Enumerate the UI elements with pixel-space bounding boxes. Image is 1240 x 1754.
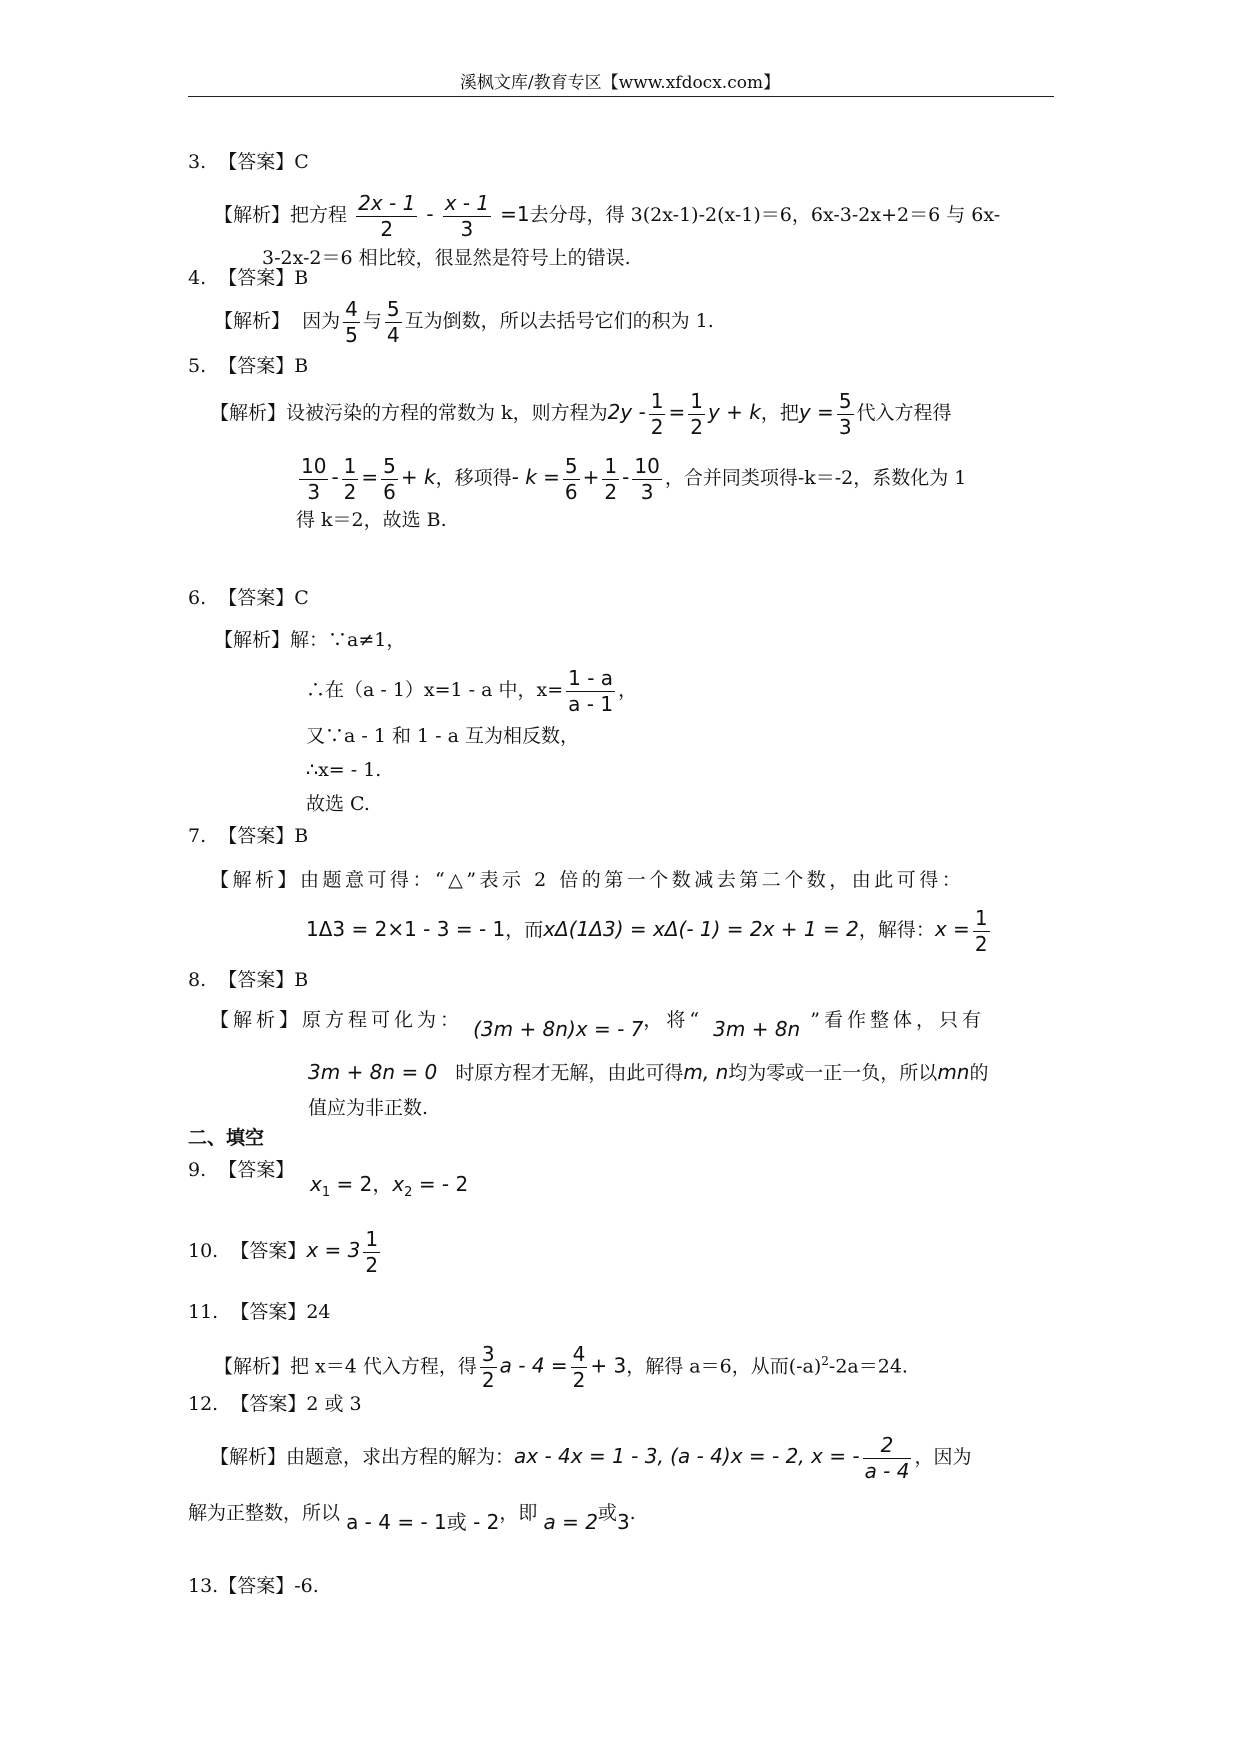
q11-b-num: 4 xyxy=(572,1341,586,1366)
q5-frac-half-3 xyxy=(342,454,359,505)
q6-fraction xyxy=(566,666,615,717)
q3-text-3: 3-2x-2＝6 相比较，很显然是符号上的错误. xyxy=(262,247,631,269)
q5-frac-ten-thirds xyxy=(299,454,328,505)
q5-y-den: 3 xyxy=(838,414,852,439)
q10-answer xyxy=(188,1222,383,1278)
q3-answer xyxy=(188,148,309,176)
q5-s-den: 6 xyxy=(383,479,396,504)
q6-line-3: 又∵a - 1 和 1 - a 互为相反数， xyxy=(306,725,579,747)
q10-frac-num: 1 xyxy=(365,1226,379,1251)
q12-fraction xyxy=(863,1433,912,1484)
q11-superscript: 2 xyxy=(821,1354,829,1368)
q12-answer-label: 【答案】 xyxy=(230,1393,307,1415)
q8-text-7: 值应为非正数. xyxy=(308,1097,429,1119)
q5-eq-2: = xyxy=(668,400,686,424)
q12-math-2: a - 4 = - 1或 - 2 xyxy=(346,1510,500,1534)
q5-expl-label: 【解析】 xyxy=(210,402,287,424)
q5-frac-five-sixths-2 xyxy=(563,454,580,505)
q12-text-4: ，即 xyxy=(499,1502,538,1524)
q9-eq-2: = - 2 xyxy=(418,1172,469,1196)
q8-text-3: ”看作整体，只有 xyxy=(810,1009,985,1031)
q12-number: 12. xyxy=(188,1393,219,1415)
q5-half-num: 1 xyxy=(650,388,664,413)
q7-frac-num: 1 xyxy=(974,905,988,930)
q3-frac1-den: 2 xyxy=(380,216,394,241)
q3-fraction-2 xyxy=(443,191,492,242)
q11-b-den: 2 xyxy=(572,1367,586,1392)
q5-s2-num: 5 xyxy=(564,453,578,478)
q5-frac-five-sixths xyxy=(381,454,398,505)
q10-number: 10. xyxy=(188,1240,219,1262)
q5-half2-den: 2 xyxy=(690,414,703,439)
q4-fa-num: 4 xyxy=(345,296,358,321)
q7-math-3: x = xyxy=(934,917,970,941)
q5-frac-ten-thirds-2 xyxy=(632,454,661,505)
q6-number: 6. xyxy=(188,587,207,609)
q12-text-6: . xyxy=(629,1502,636,1524)
q12-math-4: 3 xyxy=(616,1510,630,1534)
q8-text-4: 时原方程才无解，由此可得 xyxy=(455,1062,684,1084)
q7-answer-label: 【答案】 xyxy=(218,825,295,847)
q11-answer-label: 【答案】 xyxy=(230,1301,307,1323)
q4-fraction-a xyxy=(343,297,360,348)
q10-fraction xyxy=(363,1227,380,1278)
q5-text-3: 代入方程得 xyxy=(856,402,952,424)
q7-number: 7. xyxy=(188,825,207,847)
q12-math-1: ax - 4x = 1 - 3, (a - 4)x = - 2, x = - xyxy=(514,1444,860,1468)
q7-expl-label: 【解析】 xyxy=(210,869,301,891)
q8-number: 8. xyxy=(188,969,207,991)
q12-text-5: 或 xyxy=(597,1502,617,1524)
q10-frac-den: 2 xyxy=(365,1252,379,1277)
q11-a-num: 3 xyxy=(481,1341,495,1366)
q4-answer-value: B xyxy=(294,267,309,289)
q9-answer-label: 【答案】 xyxy=(218,1159,295,1181)
q8-math-5: mn xyxy=(937,1060,970,1084)
q8-math-2: 3m + 8n xyxy=(713,1017,801,1041)
q5-eq-5: = xyxy=(361,465,379,489)
q5-g2-num: 10 xyxy=(634,453,660,478)
section-title-fill-blank: 二、填空 xyxy=(188,1127,265,1149)
q4-text-2: 与 xyxy=(362,310,382,332)
q10-answer-label: 【答案】 xyxy=(230,1240,307,1262)
q11-a-den: 2 xyxy=(481,1367,495,1392)
q5-half3-num: 1 xyxy=(343,453,357,478)
q3-explanation xyxy=(214,180,1000,248)
q6-expl-label: 【解析】 xyxy=(214,629,291,651)
q3-answer-label: 【答案】 xyxy=(218,151,295,173)
q7-line-1: 由题意可得：“△”表示 2 倍的第一个数减去第二个数，由此可得： xyxy=(300,869,965,891)
q7-expl-line2 xyxy=(306,898,993,960)
q11-answer-value: 24 xyxy=(306,1301,331,1323)
q8-expl-line1 xyxy=(210,1000,985,1040)
q5-eq-8: + xyxy=(582,465,600,489)
q3-frac1-num: 2x - 1 xyxy=(358,190,416,215)
q7-frac-den: 2 xyxy=(974,931,988,956)
q7-math-2: xΔ(1Δ3) = xΔ(- 1) = 2x + 1 = 2 xyxy=(543,917,859,941)
q6-line-5: 故选 C. xyxy=(306,793,370,815)
q6-expl-line1 xyxy=(214,626,405,654)
q5-eq-4: y = xyxy=(798,400,834,424)
q6-frac-num: 1 - a xyxy=(568,665,614,690)
q8-text-5: 均为零或一正一负，所以 xyxy=(728,1062,938,1084)
q6-answer xyxy=(188,584,309,612)
q11-text-2: ，解得 a＝6，从而(-a) xyxy=(626,1355,822,1378)
q5-frac-half-4 xyxy=(602,454,619,505)
q4-fa-den: 5 xyxy=(345,322,358,347)
q6-line-2-end: ， xyxy=(618,679,638,701)
q13-answer-label: 【答案】 xyxy=(218,1575,295,1597)
q5-half-den: 2 xyxy=(650,414,664,439)
q4-answer-label: 【答案】 xyxy=(218,267,295,289)
q4-text-3: 互为倒数，所以去括号它们的积为 1. xyxy=(404,310,714,332)
q12-math-3: a = 2 xyxy=(543,1510,598,1534)
q12-expl-line2 xyxy=(188,1488,636,1538)
q8-math-1: (3m + 8n)x = - 7 xyxy=(473,1017,644,1041)
q4-expl-label: 【解析】 xyxy=(214,310,291,332)
q9-answer-math xyxy=(310,1170,468,1207)
q8-expl-label: 【解析】 xyxy=(210,1009,303,1031)
q5-frac-half xyxy=(649,389,666,440)
q8-answer-label: 【答案】 xyxy=(218,969,295,991)
q12-expl-line1 xyxy=(210,1424,972,1488)
q9-eq-1: = 2， xyxy=(336,1172,393,1196)
q9-number: 9. xyxy=(188,1159,207,1181)
q9-answer xyxy=(188,1156,294,1184)
q5-answer-value: B xyxy=(294,355,309,377)
q7-text-2: ，解得： xyxy=(858,919,935,941)
q11-math-1: a - 4 = xyxy=(499,1353,568,1378)
q5-half4-num: 1 xyxy=(604,453,618,478)
q8-math-3: 3m + 8n = 0 xyxy=(308,1060,438,1084)
q11-fraction-b xyxy=(571,1342,588,1393)
q12-expl-label: 【解析】 xyxy=(210,1446,287,1468)
q3-eq: =1 xyxy=(500,202,530,226)
q6-answer-value: C xyxy=(294,587,309,609)
q4-explanation xyxy=(214,290,714,352)
q3-expl-label: 【解析】 xyxy=(214,204,291,226)
q5-eq-1: 2y - xyxy=(607,400,646,424)
q5-explanation-line2 xyxy=(296,446,966,508)
q8-expl-line2 xyxy=(308,1058,989,1087)
q7-text-1: ，而 xyxy=(505,919,544,941)
q4-fraction-b xyxy=(385,297,402,348)
q6-expl-line2 xyxy=(306,662,637,718)
q5-eq-6: + k xyxy=(400,465,436,489)
q3-frac2-den: 3 xyxy=(460,216,474,241)
q3-frac2-num: x - 1 xyxy=(444,190,490,215)
q11-math-2: + 3 xyxy=(590,1353,627,1378)
q11-answer xyxy=(188,1298,331,1326)
q11-explanation xyxy=(214,1330,908,1392)
q4-number: 4. xyxy=(188,267,207,289)
q5-half4-den: 2 xyxy=(604,479,618,504)
q3-answer-value: C xyxy=(294,151,309,173)
q8-answer-value: B xyxy=(294,969,309,991)
q5-g2-den: 3 xyxy=(640,479,654,504)
q11-expl-label: 【解析】 xyxy=(214,1355,291,1378)
q8-text-6: 的 xyxy=(969,1062,989,1084)
q5-explanation-line1 xyxy=(210,380,952,444)
q7-fraction xyxy=(973,906,990,957)
q3-minus: - xyxy=(426,202,434,226)
q4-fb-num: 5 xyxy=(386,296,400,321)
q6-answer-label: 【答案】 xyxy=(218,587,295,609)
q9-x1: x xyxy=(310,1172,322,1196)
q5-answer-label: 【答案】 xyxy=(218,355,295,377)
q3-text: 把方程 xyxy=(290,204,348,226)
q5-frac-y xyxy=(837,389,854,440)
q13-answer xyxy=(188,1572,319,1600)
q9-x2: x xyxy=(392,1172,405,1196)
q5-eq-7: - k = xyxy=(511,465,560,489)
q5-text-5: ，合并同类项得-k＝-2，系数化为 1 xyxy=(664,467,967,489)
q12-text-2: ，因为 xyxy=(914,1446,972,1468)
header-rule xyxy=(188,96,1054,97)
q5-answer xyxy=(188,352,308,380)
q8-answer xyxy=(188,966,308,994)
q8-math-4: m, n xyxy=(683,1060,729,1084)
q10-math: x = 3 xyxy=(306,1238,361,1262)
q6-frac-den: a - 1 xyxy=(568,691,614,716)
q12-frac-num: 2 xyxy=(863,1433,912,1459)
q5-eq-3: y + k xyxy=(707,400,761,424)
q5-number: 5. xyxy=(188,355,207,377)
q5-text-6: 得 k＝2，故选 B. xyxy=(296,509,447,531)
q5-minus: - xyxy=(331,465,339,489)
q7-math-1: 1Δ3 = 2×1 - 3 = - 1 xyxy=(306,917,506,941)
q5-y-num: 5 xyxy=(838,388,852,413)
q13-number: 13. xyxy=(188,1575,219,1597)
q5-text-2: ，把 xyxy=(760,402,799,424)
q9-sub-1: 1 xyxy=(321,1185,331,1200)
q3-number: 3. xyxy=(188,151,207,173)
q11-number: 11. xyxy=(188,1301,219,1323)
q7-answer-value: B xyxy=(294,825,309,847)
q13-answer-value: -6. xyxy=(294,1575,319,1597)
q5-s-num: 5 xyxy=(383,453,396,478)
q5-g-num: 10 xyxy=(301,453,327,478)
q6-line-2: ∴在（a - 1）x=1 - a 中，x= xyxy=(306,679,564,701)
q12-text-3: 解为正整数，所以 xyxy=(188,1502,341,1524)
page-header: 溪枫文库/教育专区【www.xfdocx.com】 xyxy=(459,73,781,93)
q5-s2-den: 6 xyxy=(564,479,578,504)
q11-text-1: 把 x＝4 代入方程，得 xyxy=(290,1355,477,1378)
q5-eq-9: - xyxy=(622,465,630,489)
q5-g-den: 3 xyxy=(307,479,321,504)
q8-text-1: 原方程可化为： xyxy=(302,1009,464,1031)
q11-fraction-a xyxy=(480,1342,497,1393)
q4-answer xyxy=(188,264,308,292)
q12-answer-value: 2 或 3 xyxy=(306,1393,362,1415)
q7-answer xyxy=(188,822,308,850)
q6-line-1: 解：∵a≠1， xyxy=(290,629,406,651)
q5-frac-half-2 xyxy=(688,389,705,440)
q3-text-2: 去分母，得 3(2x-1)-2(x-1)＝6，6x-3-2x+2＝6 与 6x- xyxy=(529,204,1001,226)
q11-text-3: -2a＝24. xyxy=(828,1355,908,1378)
q4-fb-den: 4 xyxy=(386,322,400,347)
q12-answer xyxy=(188,1390,362,1418)
q8-text-2: ，将“ xyxy=(643,1009,704,1031)
q9-sub-2: 2 xyxy=(404,1185,413,1200)
q5-half2-num: 1 xyxy=(690,388,703,413)
q4-text: 因为 xyxy=(302,310,341,332)
q6-line-4: ∴x= - 1. xyxy=(306,759,382,781)
q12-text-1: 由题意，求出方程的解为： xyxy=(286,1446,515,1468)
q12-frac-den: a - 4 xyxy=(864,1458,910,1483)
q5-half3-den: 2 xyxy=(343,479,357,504)
q5-text: 设被污染的方程的常数为 k，则方程为 xyxy=(286,402,608,424)
q7-expl-line1 xyxy=(210,866,964,894)
q3-fraction-1 xyxy=(356,191,417,242)
q5-text-4: ，移项得 xyxy=(435,467,512,489)
